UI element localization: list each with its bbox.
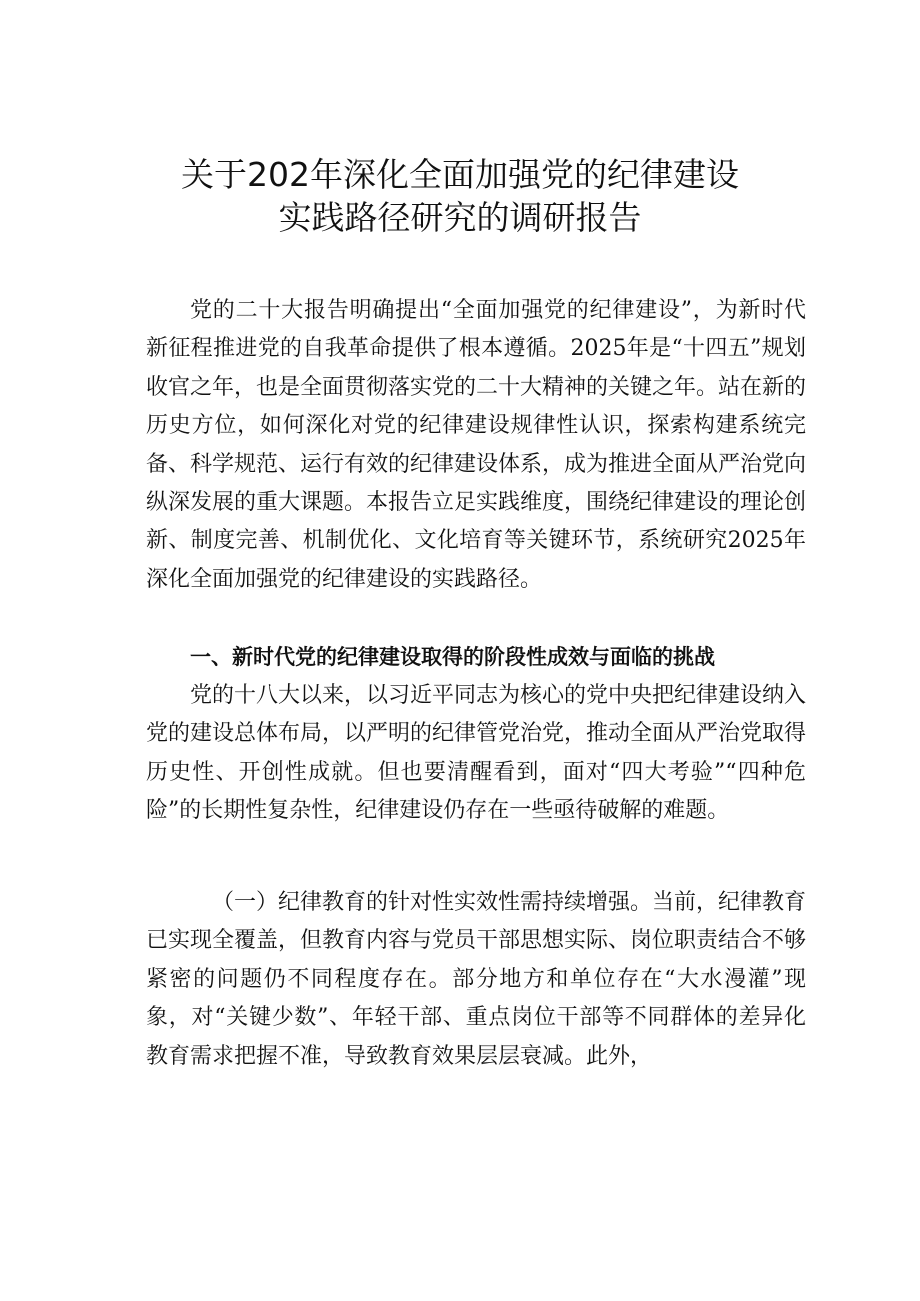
subsection-1-paragraph: （一）纪律教育的针对性实效性需持续增强。当前，纪律教育已实现全覆盖，但教育内容与党员干部思想实际、岗位职责结合不够紧密的问题仍不同程度存在。部分地方和单位存在“大水漫灌”现象，对“关键少数”、年轻干部、重点岗位干部等不同群体的差异化教育需求把握不准，导致教育效果层层衰减。此外， [146, 890, 807, 1069]
document-title-line-1: 关于202年深化全面加强党的纪律建设 [181, 155, 739, 194]
section-1-paragraph: 党的十八大以来，以习近平同志为核心的党中央把纪律建设纳入党的建设总体布局，以严明的纪律管党治党，推动全面从严治党取得历史性、开创性成就。但也要清醒看到，面对“四大考验”“四种危险”的长期性复杂性，纪律建设仍存在一些亟待破解的难题。 [146, 683, 807, 824]
intro-paragraph: 党的二十大报告明确提出“全面加强党的纪律建设”，为新时代新征程推进党的自我革命提供了根本遵循。2025年是“十四五”规划收官之年，也是全面贯彻落实党的二十大精神的关键之年。站在新的历史方位，如何深化对党的纪律建设规律性认识，探索构建系统完备、科学规范、运行有效的纪律建设体系，成为推进全面从严治党向纵深发展的重大课题。本报告立足实践维度，围绕纪律建设的理论创新、制度完善、机制优化、文化培育等关键环节，系统研究2025年深化全面加强党的纪律建设的实践路径。 [146, 298, 807, 592]
section-1-heading: 一、新时代党的纪律建设取得的阶段性成效与面临的挑战 [190, 645, 715, 669]
document-title-line-2: 实践路径研究的调研报告 [278, 198, 642, 237]
